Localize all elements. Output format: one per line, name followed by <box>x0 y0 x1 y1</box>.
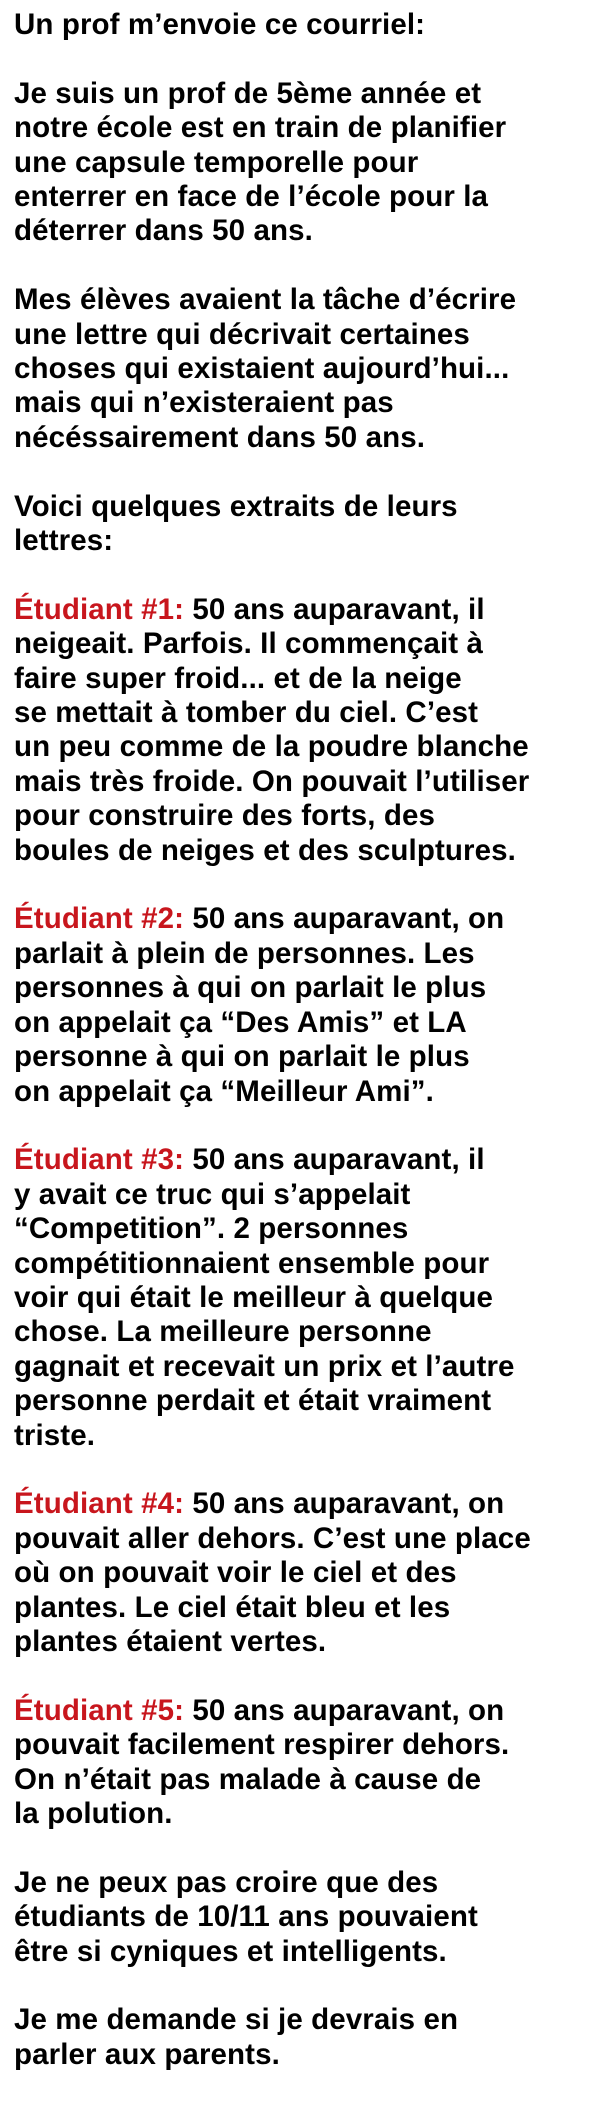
paragraph-excerpts-intro: Voici quelques extraits de leurs lettres: <box>14 489 458 558</box>
student-excerpt-1 <box>14 593 587 868</box>
student-excerpt-5 <box>14 1694 587 1832</box>
student-text-5: 50 ans auparavant, on pouvait facilement respirer dehors. On n’était pas malade à cause de la polution. <box>14 1693 510 1830</box>
student-excerpt-4 <box>14 1487 587 1659</box>
student-label-2: Étudiant #2: <box>14 902 185 936</box>
closing-question: Je me demande si je devrais en parler aux parents. <box>14 2003 459 2071</box>
student-text-4: 50 ans auparavant, on pouvait aller dehors. C’est une place où on pouvait voir le ciel et des plantes. Le ciel était bleu et les plantes étaient vertes. <box>14 1487 531 1658</box>
student-excerpt-2 <box>14 902 587 1108</box>
student-label-1: Étudiant #1: <box>14 592 185 626</box>
paragraph-assignment: Mes élèves avaient la tâche d’écrire une lettre qui décrivait certaines choses qui existaient aujourd’hui... mais qui n’existeraient pas nécéssairement dans 50 ans. <box>14 283 517 454</box>
student-excerpt-3 <box>14 1143 587 1453</box>
closing-reflection: Je ne peux pas croire que des étudiants de 10/11 ans pouvaient être si cyniques et intelligents. <box>14 1865 478 1968</box>
paragraph-project: Je suis un prof de 5ème année et notre école est en train de planifier une capsule temporelle pour enterrer en face de l’école pour la déterrer dans 50 ans. <box>14 76 507 248</box>
student-text-3: 50 ans auparavant, il y avait ce truc qui s’appelait “Competition”. 2 personnes compétitionnaient ensemble pour voir qui était le meilleur à quelque chose. La meilleure personne gagnait et recevait un prix et l’autre personne perdait et était vraiment triste. <box>14 1143 515 1452</box>
intro-line: Un prof m’envoie ce courriel: <box>14 8 426 41</box>
student-text-2: 50 ans auparavant, on parlait à plein de personnes. Les personnes à qui on parlait le plus on appelait ça “Des Amis” et LA personne à qui on parlait le plus on appelait ça “Meilleur Ami”. <box>14 902 505 1108</box>
student-label-3: Étudiant #3: <box>14 1143 185 1177</box>
student-label-5: Étudiant #5: <box>14 1693 185 1727</box>
student-text-1: 50 ans auparavant, il neigeait. Parfois. Il commençait à faire super froid... et de la neige se mettait à tomber du ciel. C’est un peu comme de la poudre blanche mais très froide. On pouvait l’utiliser pour construire des forts, des boules de neiges et des sculptures. <box>14 592 530 867</box>
student-label-4: Étudiant #4: <box>14 1487 185 1521</box>
